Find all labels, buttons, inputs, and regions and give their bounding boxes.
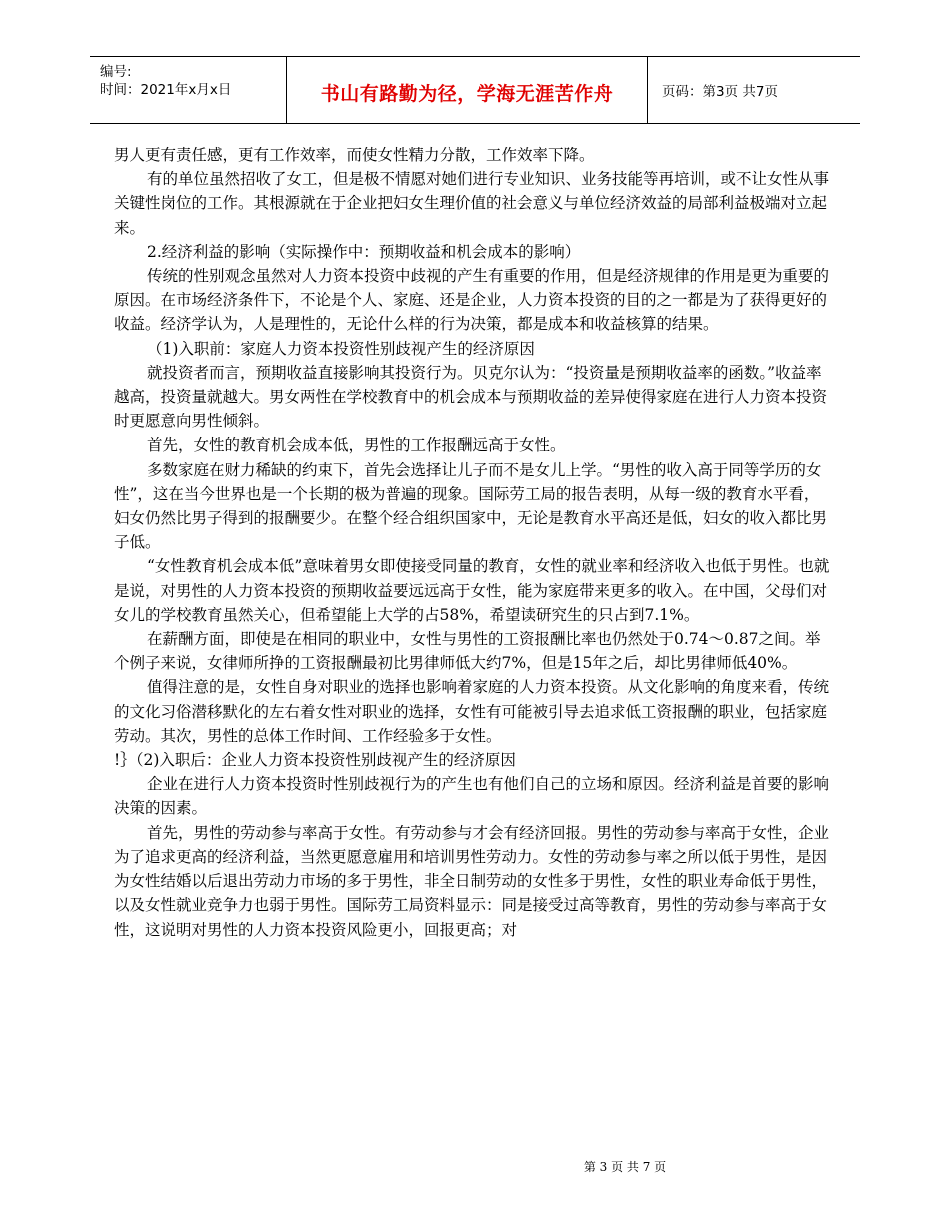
document-body [114, 143, 834, 942]
footer-page-number: 第 3 页 共 7 页 [583, 1160, 667, 1174]
body-paragraph: 传统的性别观念虽然对人力资本投资中歧视的产生有重要的作用，但是经济规律的作用是更为重要的原因。在市场经济条件下，不论是个人、家庭、还是企业，人力资本投资的目的之一都是为了获得更好的收益。经济学认为，人是理性的，无论什么样的行为决策，都是成本和收益核算的结果。 [114, 267, 830, 334]
body-paragraph: 在薪酬方面，即使是在相同的职业中，女性与男性的工资报酬比率也仍然处于0.74～0.87之间。举个例子来说，女律师所挣的工资报酬最初比男律师低大约7%，但是15年之后，却比男律师低40%。 [114, 630, 821, 673]
body-paragraph: 首先，女性的教育机会成本低，男性的工作报酬远高于女性。 [147, 436, 566, 455]
body-paragraph: 多数家庭在财力稀缺的约束下，首先会选择让儿子而不是女儿上学。“男性的收入高于同等学历的女性”，这在当今世界也是一个长期的极为普遍的现象。国际劳工局的报告表明，从每一级的教育水平看，妇女仍然比男子得到的报酬要少。在整个经合组织国家中，无论是教育水平高还是低，妇女的收入都比男子低。 [114, 460, 828, 552]
header-meta [90, 57, 286, 123]
page-footer [0, 1158, 950, 1175]
header-page-number: 页码：第3页 共7页 [662, 84, 778, 100]
body-paragraph: 男人更有责任感，更有工作效率，而使女性精力分散，工作效率下降。 [114, 146, 595, 164]
document-date-label: 时间：2021年x月x日 [100, 82, 232, 98]
body-paragraph: 首先，男性的劳动参与率高于女性。有劳动参与才会有经济回报。男性的劳动参与率高于女性，企业为了追求更高的经济利益，当然更愿意雇用和培训男性劳动力。女性的劳动参与率之所以低于男性，是因为女性结婚以后退出劳动力市场的多于男性，非全日制劳动的女性多于男性，女性的职业寿命低于男性，以及女性就业竞争力也弱于男性。国际劳工局资料显示：同是接受过高等教育，男性的劳动参与率高于女性，这说明对男性的人力资本投资风险更小，回报更高；对 [114, 823, 830, 939]
header-page-cell [646, 57, 860, 123]
body-paragraph: 值得注意的是，女性自身对职业的选择也影响着家庭的人力资本投资。从文化影响的角度来看，传统的文化习俗潜移默化的左右着女性对职业的选择，女性有可能被引导去追求低工资报酬的职业，包括家庭劳动。其次，男性的总体工作时间、工作经验多于女性。 [114, 678, 830, 745]
body-paragraph: “女性教育机会成本低”意味着男女即使接受同量的教育，女性的就业率和经济收入也低于男性。也就是说，对男性的人力资本投资的预期收益要远远高于女性，能为家庭带来更多的收入。在中国，父母们对女儿的学校教育虽然关心，但希望能上大学的占58%，希望读研究生的只占到7.1%。 [114, 557, 830, 624]
body-paragraph: 有的单位虽然招收了女工，但是极不情愿对她们进行专业知识、业务技能等再培训，或不让女性从事关键性岗位的工作。其根源就在于企业把妇女生理价值的社会意义与单位经济效益的局部利益极端对立起来。 [114, 170, 830, 237]
body-paragraph: 就投资者而言，预期收益直接影响其投资行为。贝克尔认为：“投资量是预期收益率的函数。”收益率越高，投资量就越大。男女两性在学校教育中的机会成本与预期收益的差异使得家庭在进行人力资本投资时更愿意向男性倾斜。 [114, 363, 828, 431]
page-header [90, 56, 860, 124]
body-paragraph: 2.经济利益的影响（实际操作中：预期收益和机会成本的影响） [147, 242, 581, 261]
header-motto-cell [286, 57, 648, 123]
body-paragraph: !｝（2)入职后：企业人力资本投资性别歧视产生的经济原因 [114, 751, 516, 770]
body-paragraph: （1)入职前：家庭人力资本投资性别歧视产生的经济原因 [147, 339, 535, 358]
body-paragraph: 企业在进行人力资本投资时性别歧视行为的产生也有他们自己的立场和原因。经济利益是首要的影响决策的因素。 [114, 775, 830, 818]
document-number-label: 编号: [100, 64, 132, 80]
header-motto: 书山有路勤为径，学海无涯苦作舟 [320, 83, 614, 105]
